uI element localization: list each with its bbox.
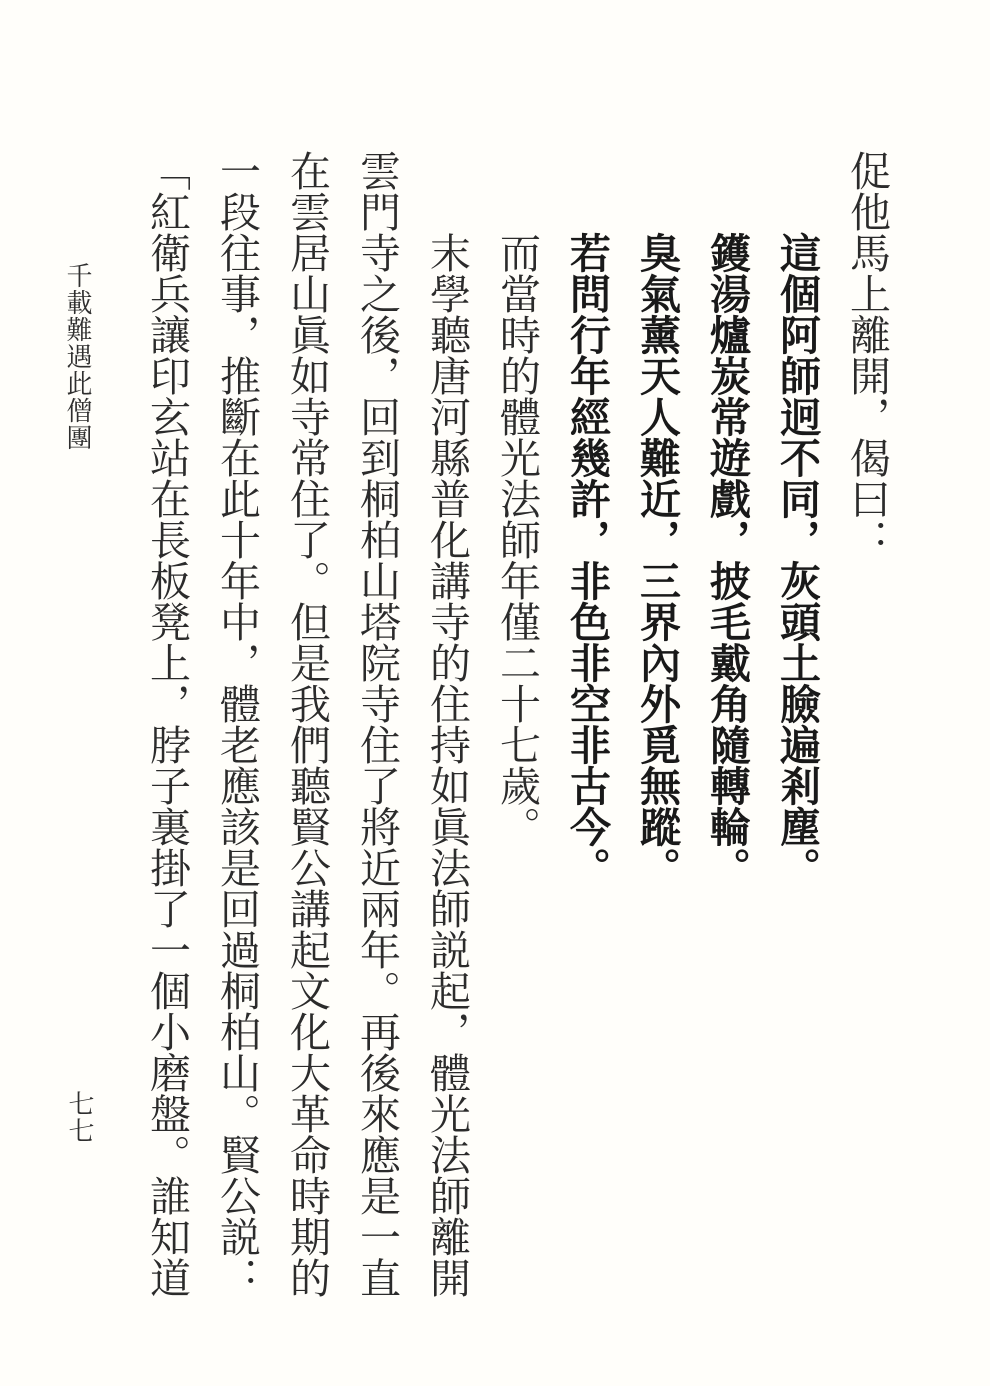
text-column: 末學聽唐河縣普化講寺的住持如眞法師説起，體光法師離開	[423, 232, 471, 1298]
verse-line: 若問行年經幾許，非色非空非古今。	[563, 232, 611, 888]
text-column: 而當時的體光法師年僅二十七歲。	[493, 232, 541, 847]
verse-line: 鑊湯爐炭常遊戲，披毛戴角隨轉輪。	[703, 232, 751, 888]
text-column: 一段往事，推斷在此十年中，體老應該是回過桐柏山。賢公説：	[213, 150, 261, 1298]
page-number: 七七	[64, 1090, 94, 1144]
verse-line: 這個阿師迥不同，灰頭土臉遍剎塵。	[773, 232, 821, 888]
text-column: 雲門寺之後，回到桐柏山塔院寺住了將近兩年。再後來應是一直	[353, 150, 401, 1298]
text-column: 促他馬上離開，偈曰：	[843, 150, 891, 560]
text-body	[132, 150, 902, 1335]
verse-line: 臭氣薰天人難近，三界內外覓無蹤。	[633, 232, 681, 888]
text-column: 「紅衛兵讓印玄站在長板凳上，脖子裏掛了一個小磨盤。誰知道	[143, 150, 191, 1298]
running-title: 千載難遇此僧團	[62, 262, 92, 451]
text-column: 在雲居山眞如寺常住了。但是我們聽賢公講起文化大革命時期的	[283, 150, 331, 1298]
